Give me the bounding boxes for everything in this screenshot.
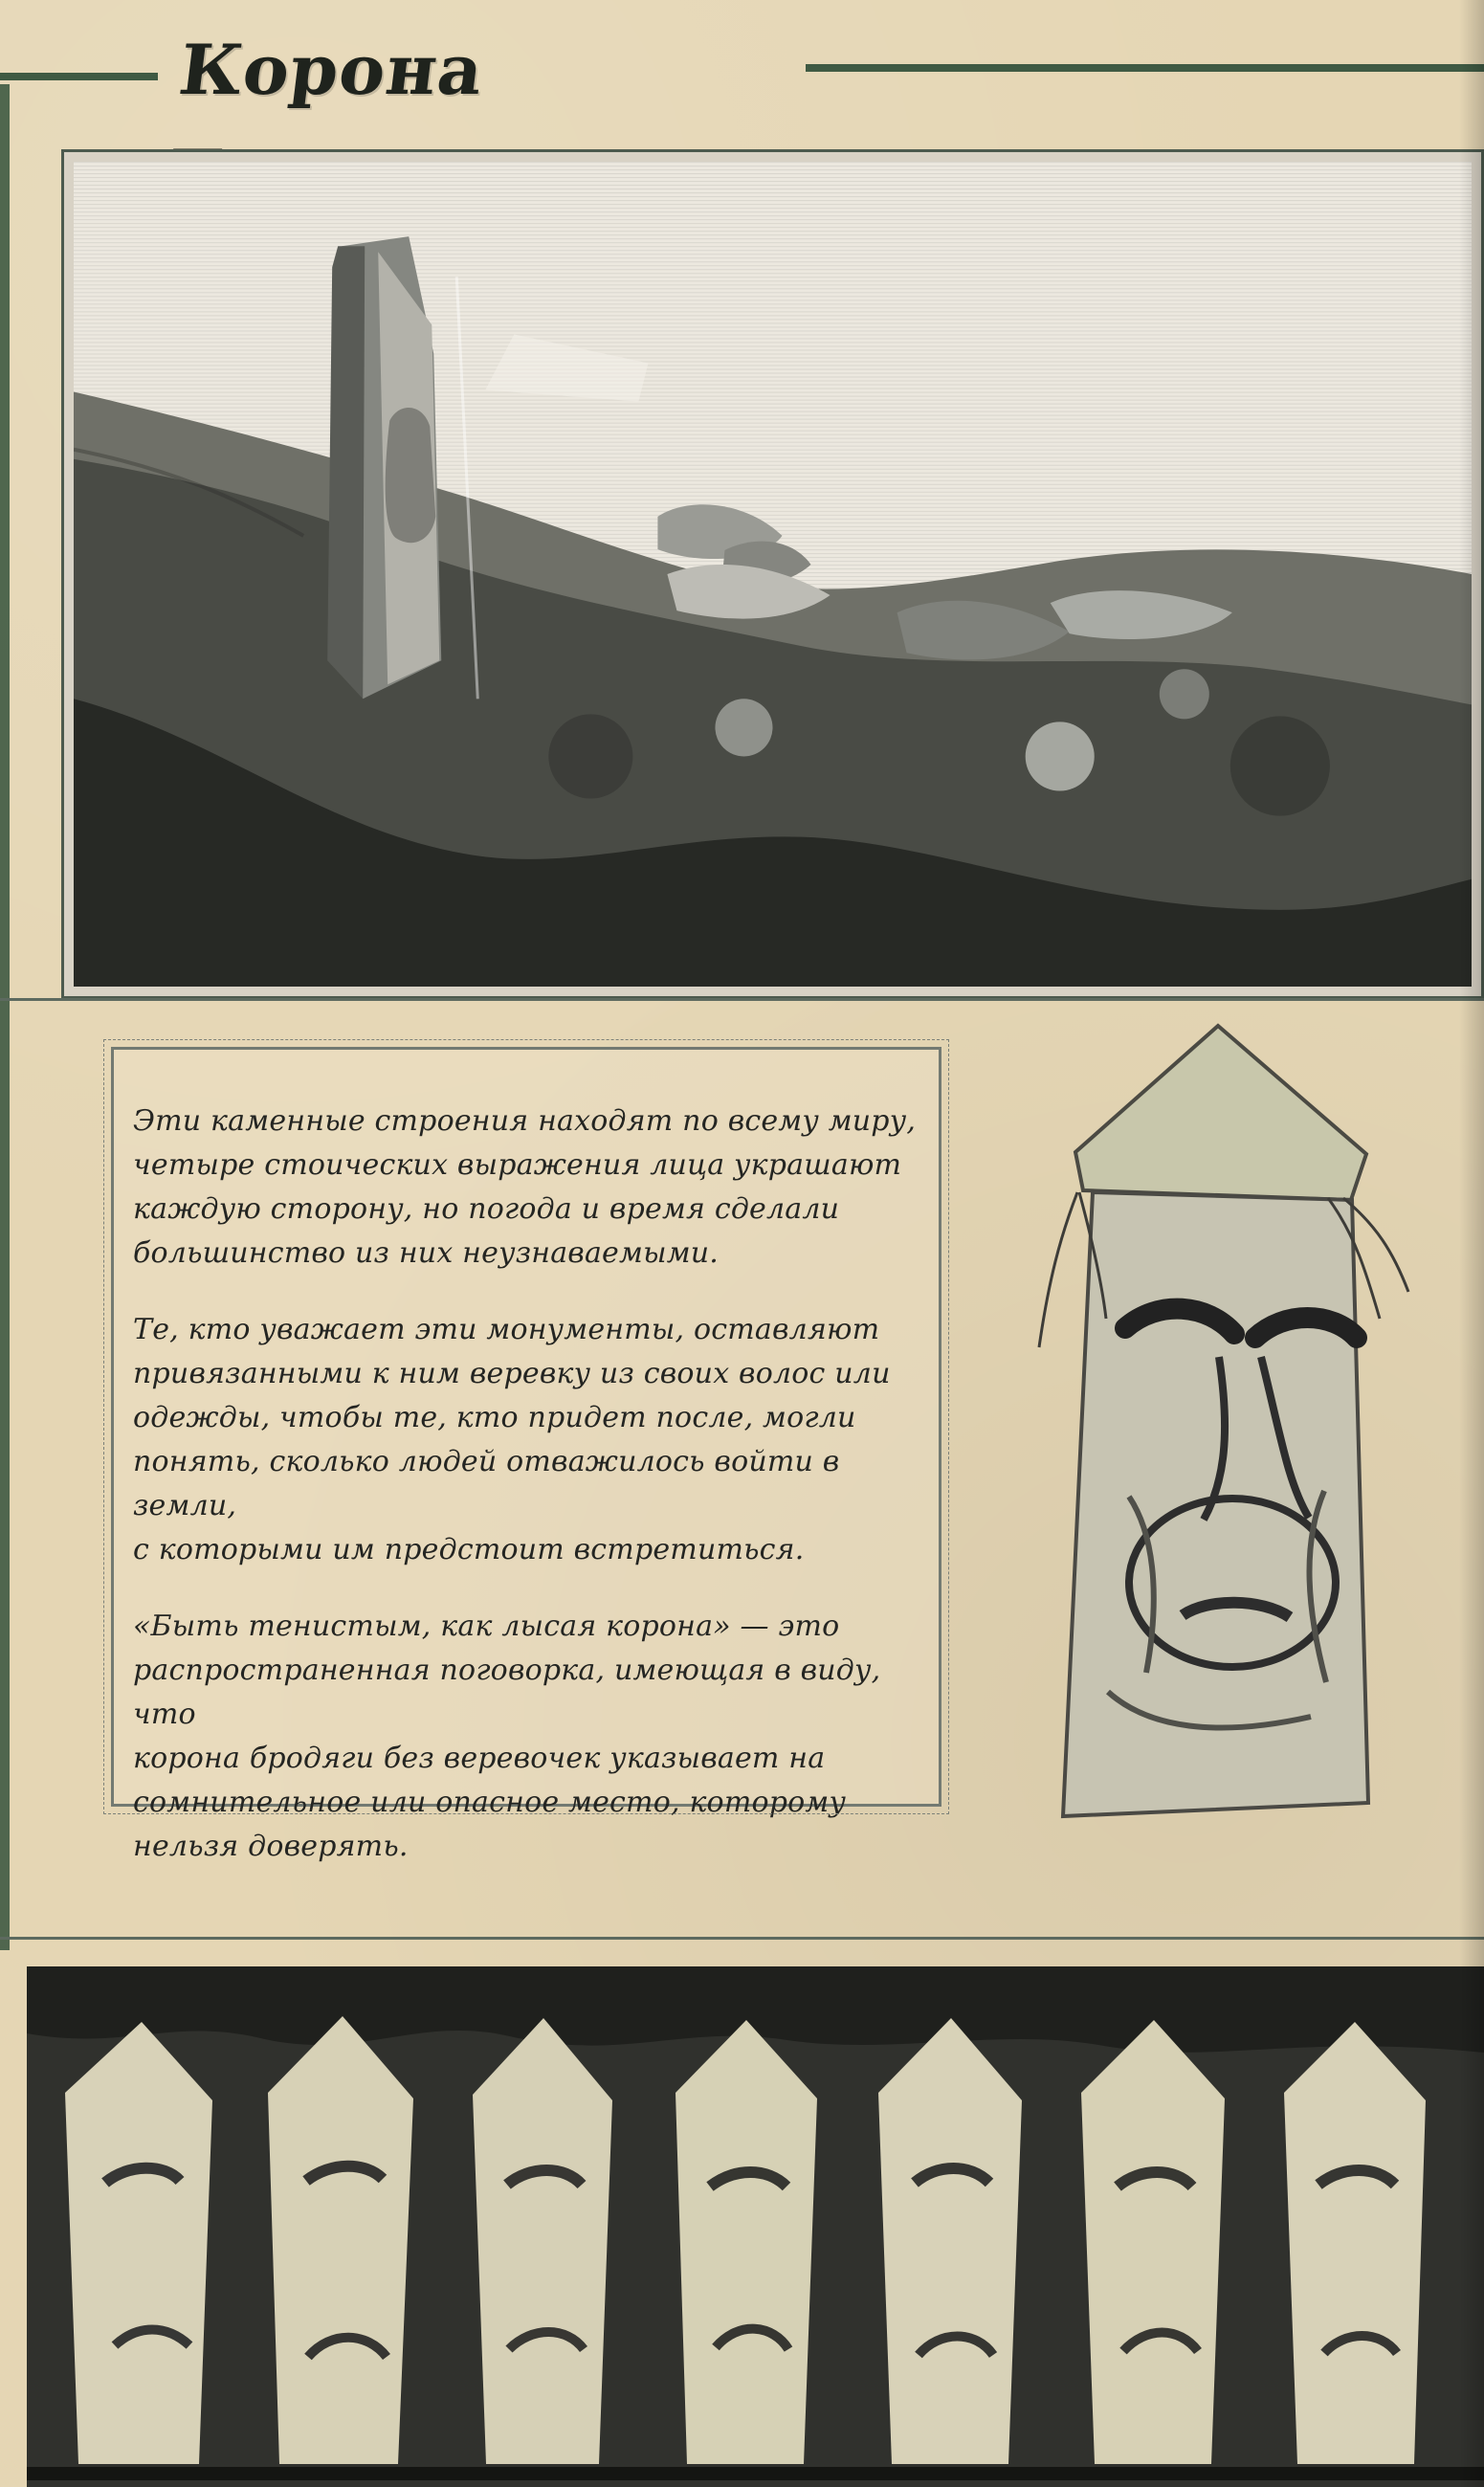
stone-row-illustration [27,1966,1484,2487]
hero-photo-frame [61,149,1484,999]
stone-carving-6 [1081,2020,1225,2464]
bottom-illustration-panel [27,1966,1484,2487]
section-divider-top [0,998,1484,1001]
paragraph-2: Те, кто уважает эти монументы, оставляют привязанными к ним веревку из своих волос или одежды, чтобы те, кто придет после, могли понять, сколько людей отважилось войти в земли, с которыми им предстоит встретиться. [133,1313,891,1566]
stone-sketch [1022,1012,1472,1845]
left-border [0,84,10,1950]
title-rule-right [806,64,1484,72]
paragraph-3: «Быть тенистым, как лысая корона» — это распространенная поговорка, имеющая в виду, что корона бродяги без веревочек указывает на сомнительное или опасное место, которому нельзя доверять. [133,1610,881,1863]
stone-carving-7 [1284,2022,1426,2464]
hero-photo [74,162,1472,987]
description-box [111,1047,941,1863]
stone-carving-3 [473,2018,612,2464]
paragraph-1: Эти каменные строения находят по всему миру, четыре стоических выражения лица украшают каждую сторону, но погода и время сделали большинство из них неузнаваемыми. [133,1104,917,1270]
stone-sketch-illustration [1022,1012,1472,1845]
stone-carving-1 [65,2022,212,2464]
section-divider-bottom [0,1937,1484,1940]
hero-photo-illustration [74,162,1472,987]
title-rule-left [0,73,158,80]
page-title: Корона [174,29,489,110]
stone-carving-4 [676,2020,817,2464]
stone-carving-2 [268,2016,413,2464]
stone-carving-5 [878,2018,1022,2464]
